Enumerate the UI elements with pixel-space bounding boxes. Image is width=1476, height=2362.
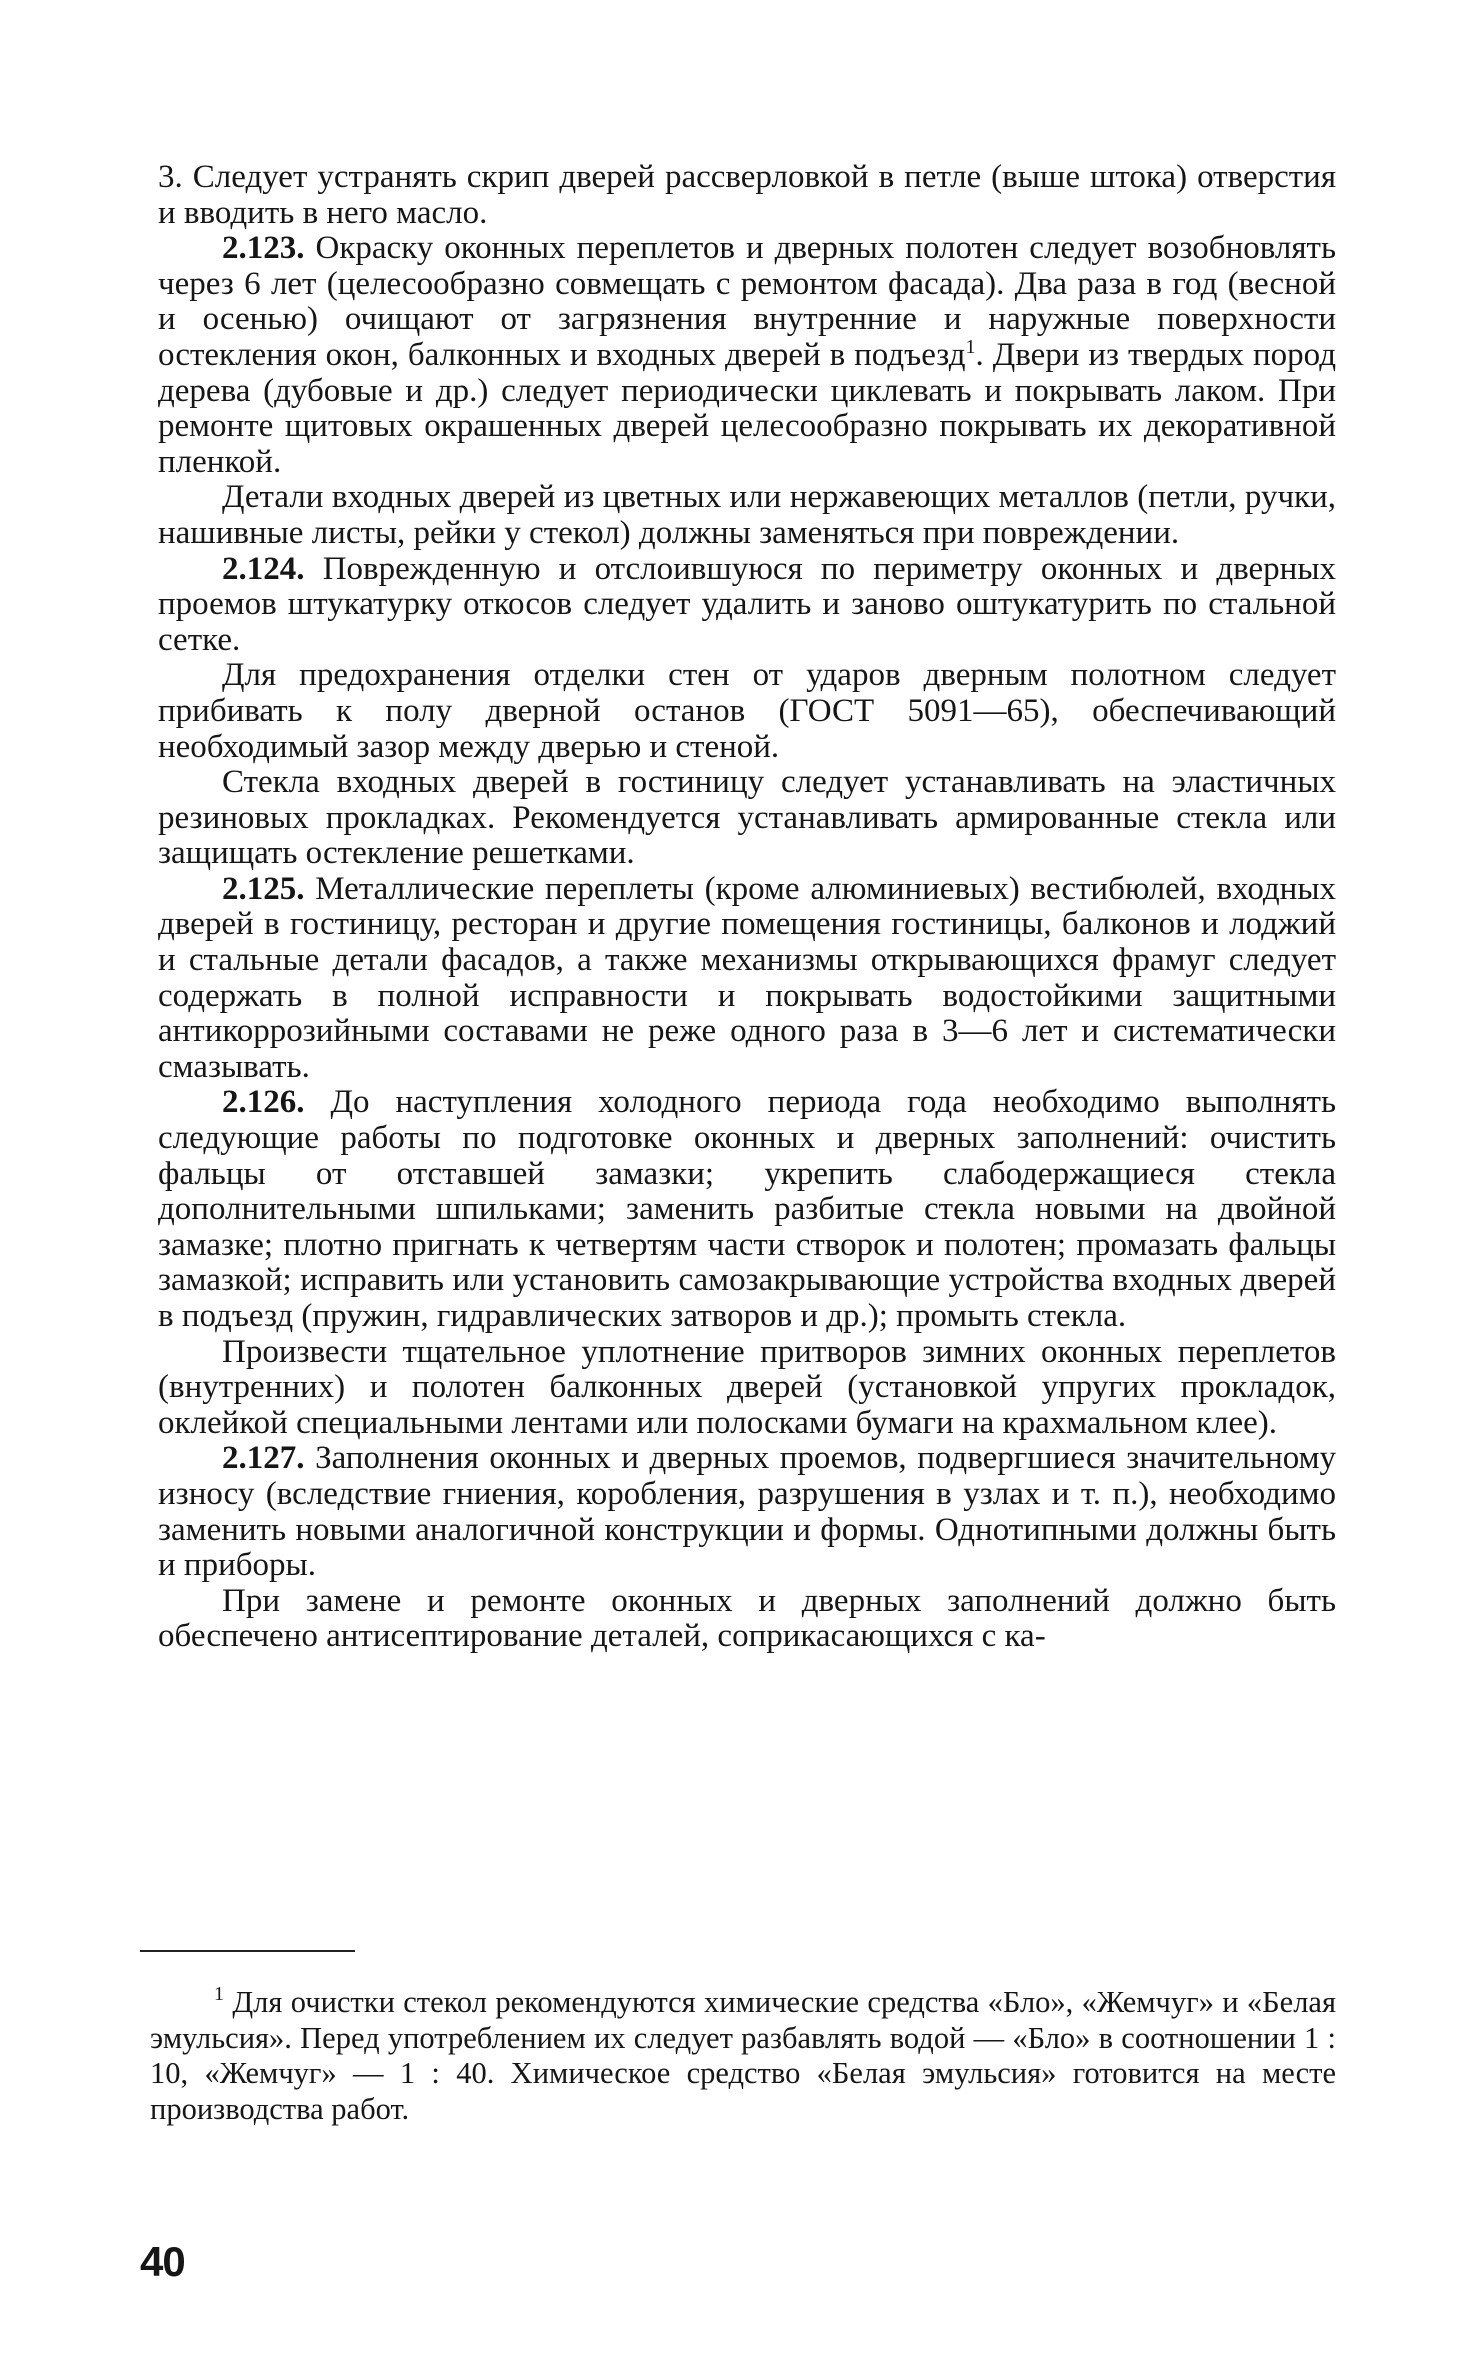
paragraph-antiseptic: [158, 1584, 1336, 1655]
section-number: 2.126.: [222, 1084, 305, 1121]
footnote-ref[interactable]: 1: [965, 335, 976, 358]
paragraph-text: Детали входных дверей из цветных или нержавеющих металлов (петли, ручки, нашивные листы, рейки у стекол) должны заменяться при повреждении.: [158, 479, 1336, 551]
section-number: 2.123.: [222, 230, 305, 267]
paragraph-text: Для предохранения отделки стен от ударов дверным полотном следует прибивать к полу дверной останов (ГОСТ 5091—65), обеспечивающий необходимый зазор между дверью и стеной.: [158, 657, 1336, 765]
paragraph-2-124: [158, 552, 1336, 659]
footnote: [150, 1985, 1336, 2127]
paragraph-door-stop: [158, 658, 1336, 765]
paragraph-door-details: [158, 480, 1336, 551]
section-number: 2.127.: [222, 1440, 305, 1477]
paragraph-text-tail: . Двери из твердых пород дерева (дубовые и др.) следует периодически циклевать и покрывать лаком. При ремонте щитовых окрашенных дверей целесообразно покрывать их декоративной пленкой.: [158, 336, 1336, 480]
paragraph-2-126: [158, 1085, 1336, 1334]
paragraph-text: Заполнения оконных и дверных проемов, подвергшиеся значительному износу (вследствие гниения, коробления, разрушения в узлах и т. п.), необходимо заменить новыми аналогичной конструкции и формы. Однотипными должны быть и приборы.: [158, 1440, 1336, 1584]
section-number: 2.124.: [222, 550, 305, 587]
paragraph-text: Поврежденную и отслоившуюся по периметру оконных и дверных проемов штукатурку откосов следует удалить и заново оштукатурить по стальной сетке.: [158, 550, 1336, 658]
paragraph-text: До наступления холодного периода года необходимо выполнять следующие работы по подготовке оконных и дверных заполнений: очистить фальцы от отставшей замазки; укрепить слабодержащиеся стекла дополнительными шпильками; заменить разбитые стекла новыми на двойной замазке; плотно пригнать к четвертям части створок и полотен; промазать фальцы замазкой; исправить или установить самозакрывающие устройства входных дверей в подъезд (пружин, гидравлических затворов и др.); промыть стекла.: [158, 1084, 1336, 1334]
paragraph-2-127: [158, 1441, 1336, 1583]
footnote-divider: [140, 1950, 355, 1952]
paragraph-2-123: [158, 231, 1336, 480]
paragraph-2-125: [158, 872, 1336, 1086]
paragraph-text: 3. Следует устранять скрип дверей рассверловкой в петле (выше штока) отверстия и вводить в него масло.: [158, 159, 1336, 231]
paragraph-text: При замене и ремонте оконных и дверных заполнений должно быть обеспечено антисептирование деталей, соприкасающихся с ка-: [158, 1582, 1336, 1655]
paragraph-text: Произвести тщательное уплотнение притворов зимних оконных переплетов (внутренних) и полотен балконных дверей (установкой упругих прокладок, оклейкой специальными лентами или полосками бумаги на крахмальном клее).: [158, 1333, 1336, 1441]
footnote-marker: 1: [214, 1983, 224, 2005]
footnote-text: Для очистки стекол рекомендуются химические средства «Бло», «Жемчуг» и «Белая эмульсия». Перед употреблением их следует разбавлять водой — «Бло» в соотношении 1 : 10, «Жемчуг» — 1 : 40. Химическое средство «Белая эмульсия» готовится на месте производства работ.: [150, 1985, 1336, 2126]
paragraph-3: [158, 160, 1336, 231]
paragraph-door-glass: [158, 765, 1336, 872]
page-number: 40: [140, 2238, 185, 2285]
paragraph-text: Окраску оконных переплетов и дверных полотен следует возобновлять через 6 лет (целесообразно совмещать с ремонтом фасада). Два раза в год (весной и осенью) очищают от загрязнения внутренние и наружные поверхности остекления окон, балконных и входных дверей в подъезд: [158, 230, 1336, 373]
paragraph-text: Стекла входных дверей в гостиницу следует устанавливать на эластичных резиновых прокладках. Рекомендуется устанавливать армированные стекла или защищать остекление решетками.: [158, 764, 1336, 872]
paragraph-sealing: [158, 1335, 1336, 1442]
section-number: 2.125.: [222, 870, 305, 907]
main-text: [158, 160, 1336, 1655]
paragraph-text: Металлические переплеты (кроме алюминиевых) вестибюлей, входных дверей в гостиницу, ресторан и другие помещения гостиницы, балконов и лоджий и стальные детали фасадов, а также механизмы открывающихся фрамуг следует содержать в полной исправности и покрывать водостойкими защитными антикоррозийными составами не реже одного раза в 3—6 лет и систематически смазывать.: [158, 870, 1336, 1085]
